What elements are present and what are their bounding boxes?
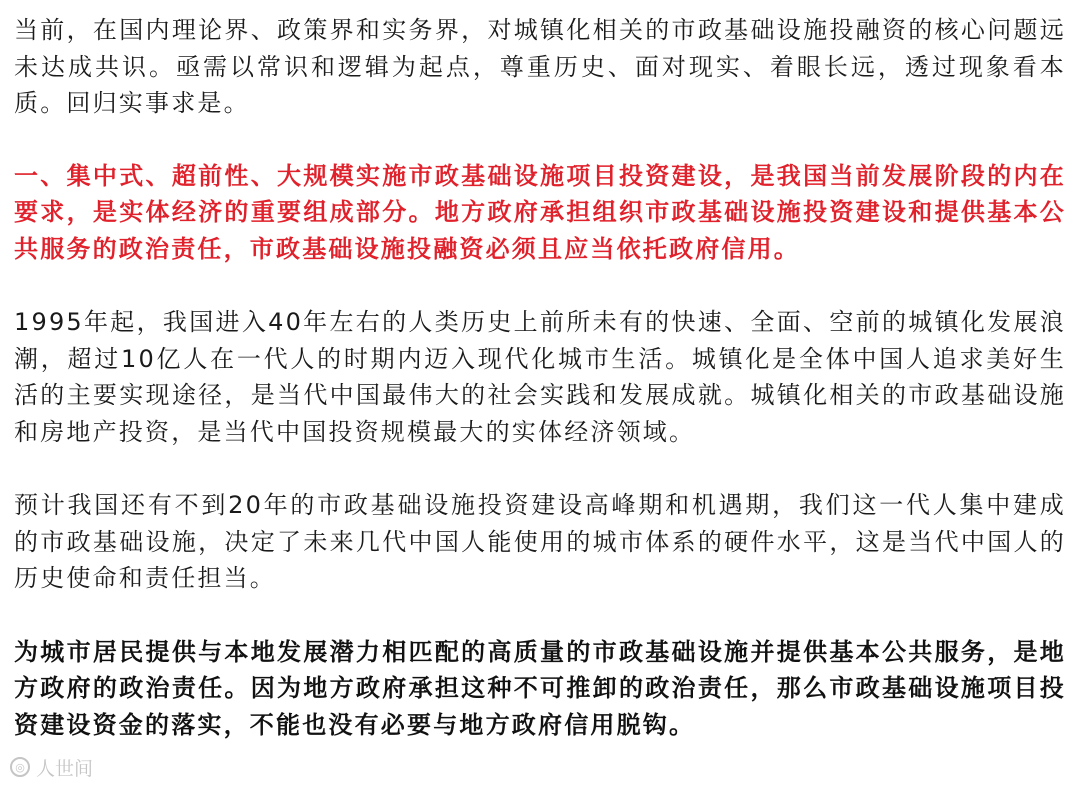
paragraph-peak-period: 预计我国还有不到20年的市政基础设施投资建设高峰期和机遇期，我们这一代人集中建成的市政基础设施，决定了未来几代中国人能使用的城市体系的硬件水平，这是当代中国人的历史使命和责任担当。 — [14, 491, 1066, 592]
paragraph-political-responsibility: 为城市居民提供与本地发展潜力相匹配的高质量的市政基础设施并提供基本公共服务，是地方政府的政治责任。因为地方政府承担这种不可推卸的政治责任，那么市政基础设施项目投资建设资金的落实，不能也没有必要与地方政府信用脱钩。 — [14, 637, 1066, 739]
watermark — [10, 754, 93, 780]
paragraph-urbanization: 1995年起，我国进入40年左右的人类历史上前所未有的快速、全面、空前的城镇化发展浪潮，超过10亿人在一代人的时期内迈入现代化城市生活。城镇化是全体中国人追求美好生活的主要实现途径，是当代中国最伟大的社会实践和发展成就。城镇化相关的市政基础设施和房地产投资，是当代中国投资规模最大的实体经济领域。 — [14, 308, 1066, 446]
watermark-logo-icon: ◎ — [10, 757, 30, 777]
watermark-text: 人世间 — [36, 757, 94, 780]
section-heading-red: 一、集中式、超前性、大规模实施市政基础设施项目投资建设，是我国当前发展阶段的内在要求，是实体经济的重要组成部分。地方政府承担组织市政基础设施投资建设和提供基本公共服务的政治责任，市政基础设施投融资必须且应当依托政府信用。 — [14, 161, 1066, 263]
paragraph-intro: 当前，在国内理论界、政策界和实务界，对城镇化相关的市政基础设施投融资的核心问题远未达成共识。亟需以常识和逻辑为起点，尊重历史、面对现实、着眼长远，透过现象看本质。回归实事求是。 — [14, 16, 1066, 117]
